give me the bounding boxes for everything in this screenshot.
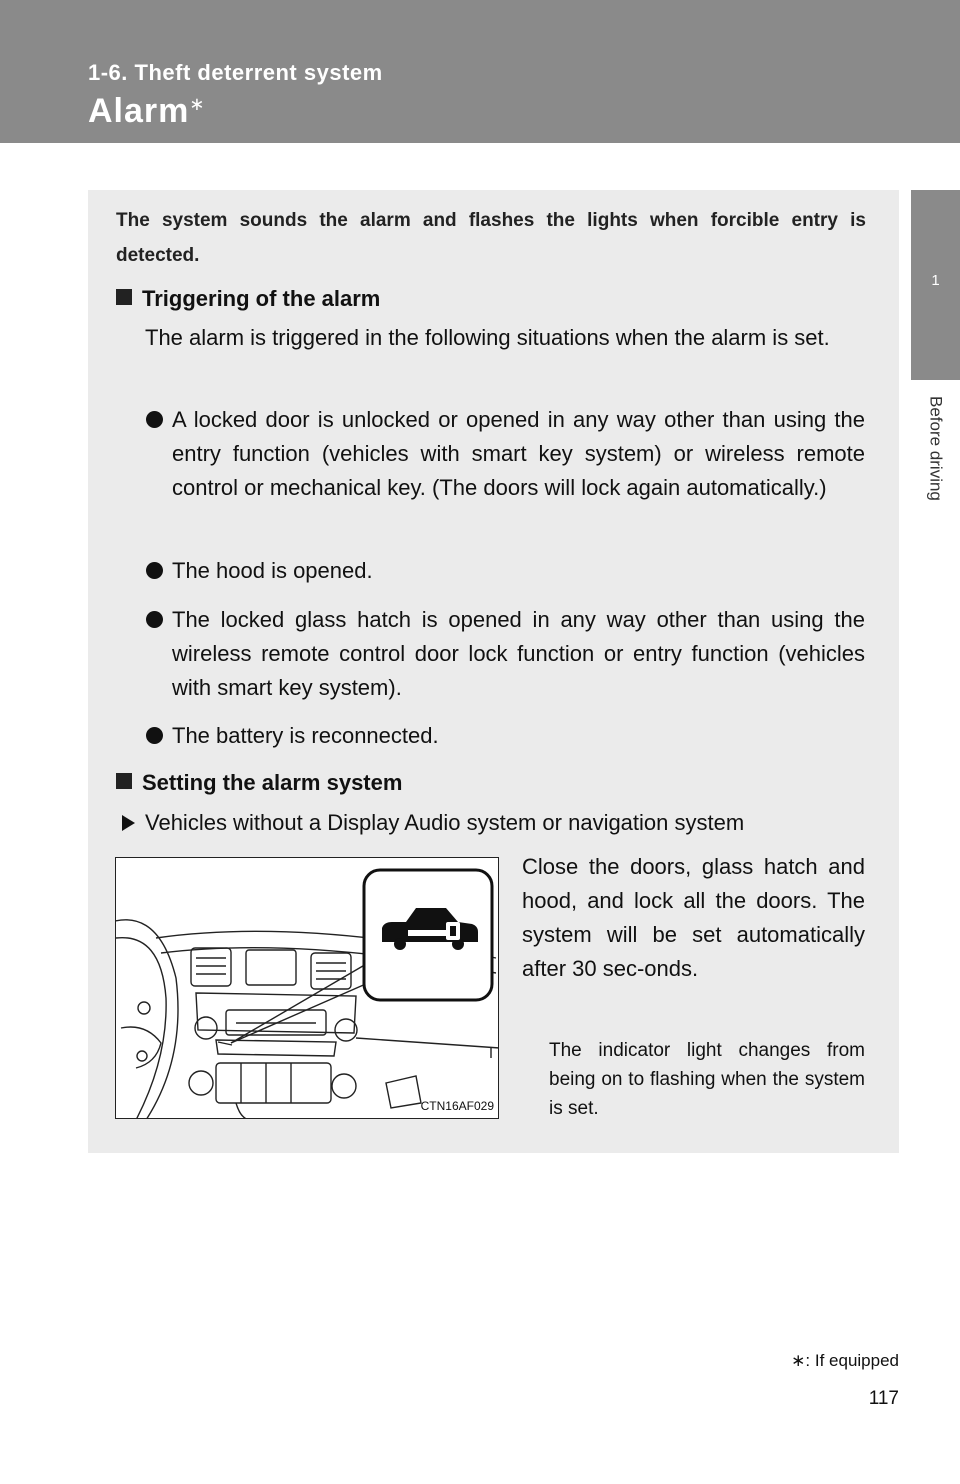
page-number: 117 bbox=[868, 1388, 899, 1409]
title-footnote-mark: ∗ bbox=[189, 94, 206, 114]
page-title bbox=[88, 92, 205, 131]
heading-triggering bbox=[116, 286, 380, 312]
heading-setting-text: Setting the alarm system bbox=[142, 770, 403, 795]
square-bullet-icon bbox=[116, 289, 132, 305]
chapter-tab-label bbox=[911, 380, 960, 540]
dashboard-figure bbox=[115, 857, 499, 1119]
bullet-dot-icon bbox=[146, 562, 163, 579]
bullet-item: A locked door is unlocked or opened in any way other than using the entry function (vehicles with smart key system) or wireless remote control or mechanical key. (The doors will lock again automatically.) bbox=[172, 407, 865, 500]
bullet-item: The battery is reconnected. bbox=[172, 723, 439, 748]
bullet-dot-icon bbox=[146, 411, 163, 428]
bullet-dot-icon bbox=[146, 611, 163, 628]
bullet-item: The locked glass hatch is opened in any way other than using the wireless remote control door lock function or entry function (vehicles with smart key system). bbox=[172, 607, 865, 700]
page-title-text: Alarm bbox=[88, 92, 190, 130]
section-label: 1-6. Theft deterrent system bbox=[88, 60, 383, 85]
vehicle-note: Vehicles without a Display Audio system or navigation system bbox=[145, 810, 745, 835]
triggering-text: The alarm is triggered in the following situations when the alarm is set. bbox=[145, 325, 830, 350]
square-bullet-icon bbox=[116, 773, 132, 789]
bullet-item: The hood is opened. bbox=[172, 558, 373, 583]
dashboard-illustration bbox=[116, 858, 499, 1119]
chapter-tab-label-text: Before driving bbox=[926, 396, 946, 501]
intro-text: The system sounds the alarm and flashes the lights when forcible entry is detected. bbox=[116, 210, 866, 266]
footnote: ∗: If equipped bbox=[791, 1351, 899, 1370]
heading-triggering-text: Triggering of the alarm bbox=[142, 286, 381, 311]
chapter-tab-number: 1 bbox=[911, 190, 960, 380]
bullet-dot-icon bbox=[146, 727, 163, 744]
heading-setting bbox=[116, 770, 402, 796]
figure-code: CTN16AF029 bbox=[420, 1099, 494, 1113]
setting-instruction: Close the doors, glass hatch and hood, and lock all the doors. The system will be set automatically after 30 sec-onds. bbox=[522, 854, 865, 981]
arrow-right-icon bbox=[122, 815, 135, 831]
indicator-note: The indicator light changes from being on to flashing when the system is set. bbox=[549, 1040, 865, 1119]
